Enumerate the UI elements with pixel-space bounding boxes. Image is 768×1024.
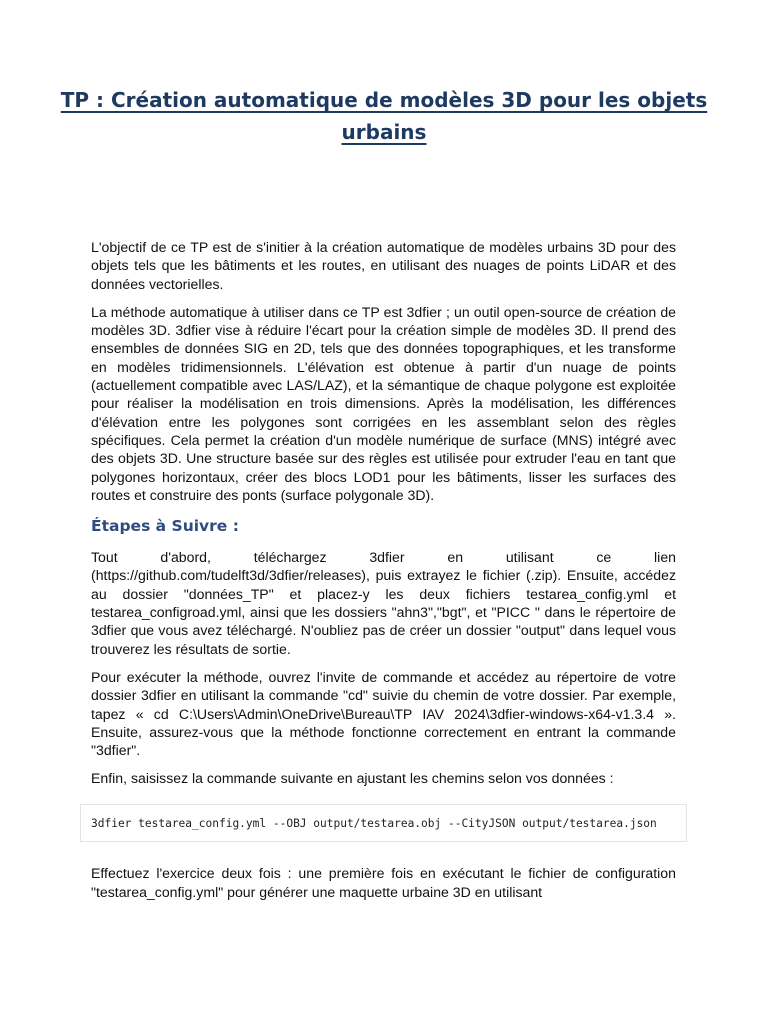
method-paragraph: La méthode automatique à utiliser dans ce TP est 3dfier ; un outil open-source de création de modèles 3D. 3dfier vise à réduire l'écart pour la création simple de modèles 3D. Il prend des ensembles de données SIG en 2D, tels que des données topographiques, et les transforme en modèles tridimensionnels. L'élévation est obtenue à partir d'un nuage de points (actuellement compatible avec LAS/LAZ), et la sémantique de chaque polygone est exploitée pour réaliser la modélisation en trois dimensions. Après la modélisation, les différences d'élévation entre les polygones sont corrigées en les assemblant selon des règles spécifiques. Cela permet la création d'un modèle numérique de surface (MNS) intégré avec des objets 3D. Une structure basée sur des règles est utilisée pour extruder l'eau en tant que polygones horizontaux, créer des blocs LOD1 pour les bâtiments, lisser les surfaces des routes et construire des ponts (surface polygonale 3D). <box>91 303 676 503</box>
section-heading: Étapes à Suivre : <box>91 517 239 536</box>
step-command-paragraph: Enfin, saisissez la commande suivante en ajustant les chemins selon vos données : <box>91 770 614 787</box>
step-download-paragraph: Tout d'abord, téléchargez 3dfier en utilisant ce lien (https://github.com/tudelft3d/3dfier/releases), puis extrayez le fichier (.zip). Ensuite, accédez au dossier "données_TP" et placez-y les deux fichiers testarea_config.yml et testarea_configroad.yml, ainsi que les dossiers "ahn3","bgt", et "PICC " dans le répertoire de 3dfier que vous avez téléchargé. N'oubliez pas de créer un dossier "output" dans lequel vous trouverez les résultats de sortie. <box>91 549 676 657</box>
step-execute-paragraph: Pour exécuter la méthode, ouvrez l'invite de commande et accédez au répertoire de votre dossier 3dfier en utilisant la commande "cd" suivie du chemin de votre dossier. Par exemple, tapez « cd C:\Users\Admin\OneDrive\Bureau\TP IAV 2024\3dfier-windows-x64-v1.3.4 ». Ensuite, assurez-vous que la méthode fonctionne correctement en entrant la commande "3dfier". <box>91 668 676 759</box>
command-code-block: 3dfier testarea_config.yml --OBJ output/testarea.obj --CityJSON output/testarea.json <box>80 804 687 843</box>
exercise-paragraph: Effectuez l'exercice deux fois : une première fois en exécutant le fichier de configuration "testarea_config.yml" pour générer une maquette urbaine 3D en utilisant <box>91 865 676 900</box>
document-body <box>91 238 676 911</box>
document-title: TP : Création automatique de modèles 3D pour les objets urbains <box>60 88 708 144</box>
intro-paragraph: L'objectif de ce TP est de s'initier à la création automatique de modèles urbains 3D pour des objets tels que les bâtiments et les routes, en utilisant des nuages de points LiDAR et des données vectorielles. <box>91 239 676 292</box>
